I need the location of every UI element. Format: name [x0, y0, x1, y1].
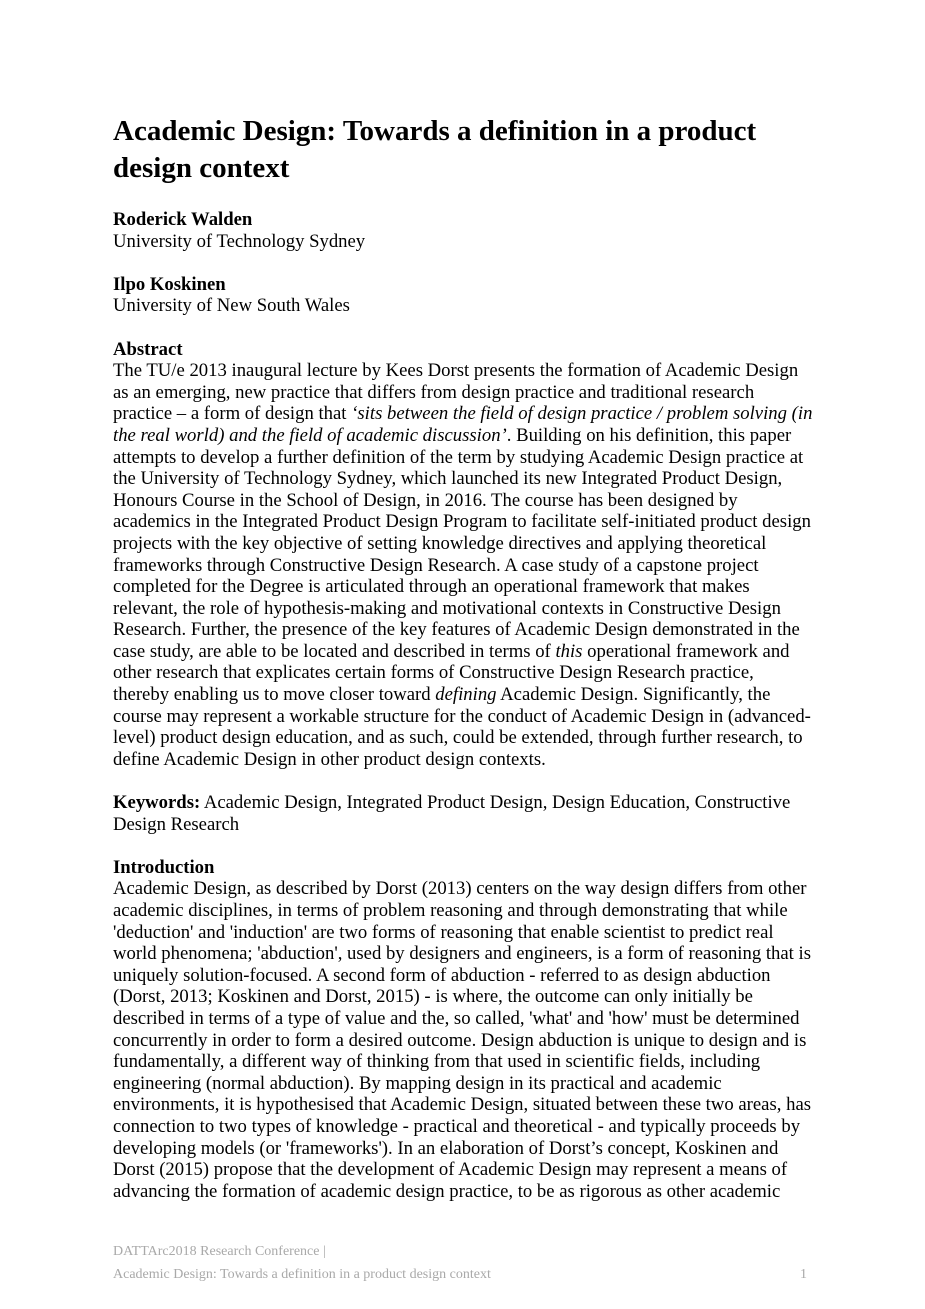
content-area	[113, 113, 813, 1202]
author-affiliation: University of New South Wales	[113, 295, 350, 317]
page-footer	[113, 1241, 807, 1286]
keywords-label: Keywords:	[113, 792, 201, 814]
author-block	[113, 209, 813, 252]
footer-running-title: Academic Design: Towards a definition in a product design context	[113, 1266, 491, 1282]
footer-running-line	[113, 1264, 807, 1287]
keywords-paragraph	[113, 792, 813, 835]
footer-page-number: 1	[800, 1266, 807, 1282]
paper-title: Academic Design: Towards a definition in a product design context	[113, 115, 757, 184]
keywords-text: Academic Design, Integrated Product Design, Design Education, Constructive Design Research	[113, 792, 791, 835]
introduction-heading: Introduction	[113, 856, 215, 878]
author-block	[113, 274, 813, 317]
abstract-paragraph: The TU/e 2013 inaugural lecture by Kees Dorst presents the formation of Academic Design as an emerging, new practice that differs from design practice and traditional research practice – a form of design that ‘sits between the field of design practice / problem solving (in the real world) and the field of academic discussion’. Building on his definition, this paper attempts to develop a further definition of the term by studying Academic Design practice at the University of Technology Sydney, which launched its new Integrated Product Design, Honours Course in the School of Design, in 2016. The course has been designed by academics in the Integrated Product Design Program to facilitate self-initiated product design projects with the key objective of setting knowledge directives and applying theoretical frameworks through Constructive Design Research. A case study of a capstone project completed for the Degree is articulated through an operational framework that makes relevant, the role of hypothesis-making and motivational contexts in Constructive Design Research. Further, the presence of the key features of Academic Design demonstrated in the case study, are able to be located and described in terms of this operational framework and other research that explicates certain forms of Constructive Design Research practice, thereby enabling us to move closer toward defining Academic Design. Significantly, the course may represent a workable structure for the conduct of Academic Design in (advanced-level) product design education, and as such, could be extended, through further research, to define Academic Design in other product design contexts.	[113, 360, 813, 770]
introduction-paragraph: Academic Design, as described by Dorst (2013) centers on the way design differs from other academic disciplines, in terms of problem reasoning and through demonstrating that while 'deduction' and 'induction' are two forms of reasoning that enable scientist to predict real world phenomena; 'abduction', used by designers and engineers, is a form of reasoning that is uniquely solution-focused. A second form of abduction - referred to as design abduction (Dorst, 2013; Koskinen and Dorst, 2015) - is where, the outcome can only initially be described in terms of a type of value and the, so called, 'what' and 'how' must be determined concurrently in order to form a desired outcome. Design abduction is unique to design and is fundamentally, a different way of thinking from that used in scientific fields, including engineering (normal abduction). By mapping design in its practical and academic environments, it is hypothesised that Academic Design, situated between these two areas, has connection to two types of knowledge - practical and theoretical - and typically proceeds by developing models (or 'frameworks'). In an elaboration of Dorst’s concept, Koskinen and Dorst (2015) propose that the development of Academic Design may represent a means of advancing the formation of academic design practice, to be as rigorous as other academic	[113, 878, 812, 1202]
abstract-heading: Abstract	[113, 338, 183, 360]
author-name: Roderick Walden	[113, 209, 253, 230]
footer-conference-line: DATTArc2018 Research Conference |	[113, 1244, 326, 1259]
author-name: Ilpo Koskinen	[113, 273, 226, 295]
author-affiliation: University of Technology Sydney	[113, 230, 366, 252]
